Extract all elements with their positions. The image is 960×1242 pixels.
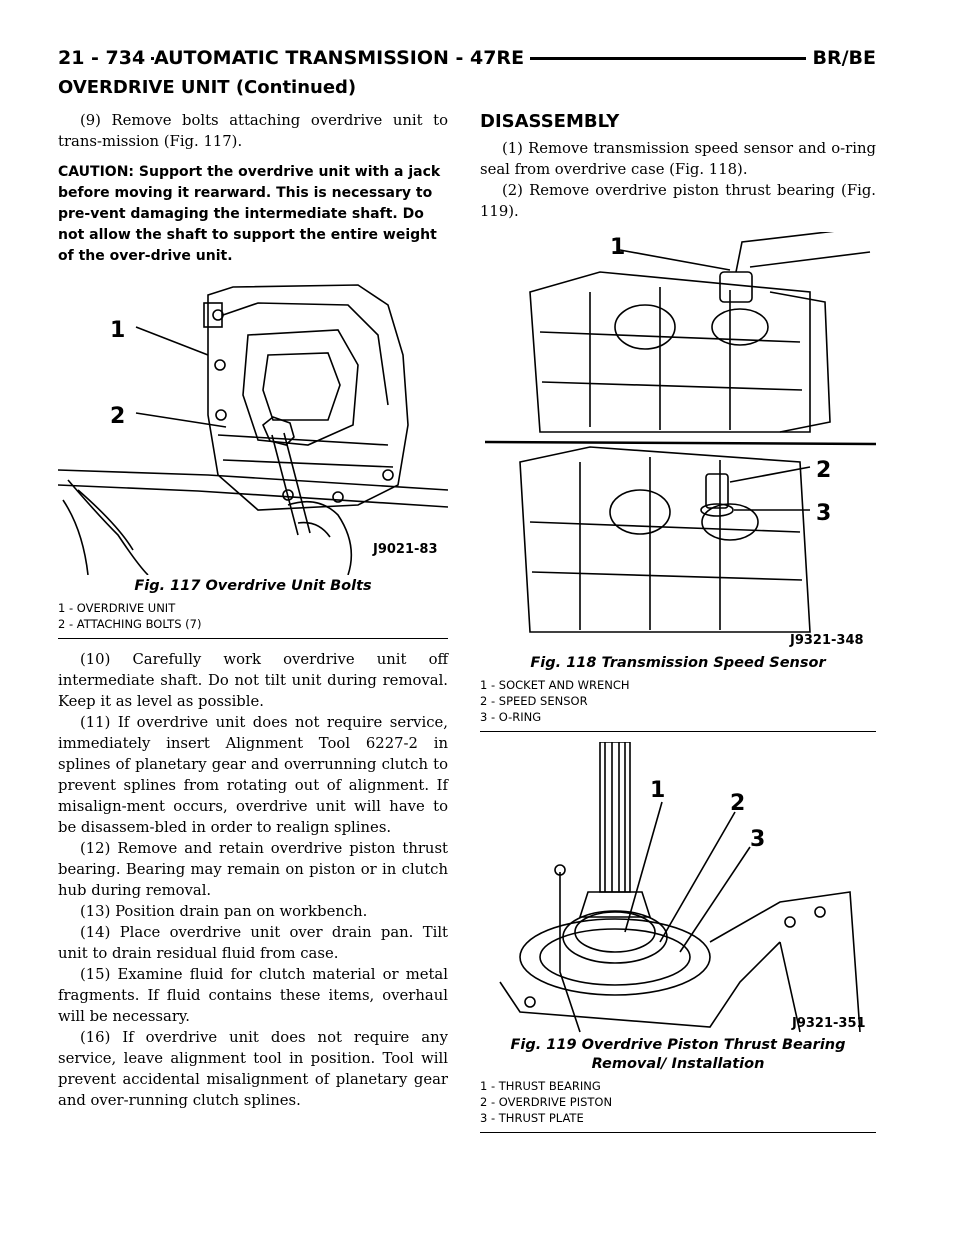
step-11: (11) If overdrive unit does not require service, immediately insert Alignment Tool 6227-2 in splines of planetary gear and overrunning clutch to prevent splines from rotating out of alignment. If misalign-ment occurs, overdrive unit will have to be disassem-bled in order to realign splines. [58,714,448,836]
legend-item: 3 - O-RING [480,710,542,724]
step-10: (10) Carefully work overdrive unit off intermediate shaft. Do not tilt unit during removal. Keep it as level as possible. [58,651,448,710]
figure-118-legend [480,677,876,725]
figure-117-title: Fig. 117 Overdrive Unit Bolts [134,578,372,594]
disassembly-step-1: (1) Remove transmission speed sensor and o-ring seal from overdrive case (Fig. 118). [480,140,876,178]
left-column [58,110,448,1111]
callout-2: 2 [110,404,126,429]
legend-item: 3 - THRUST PLATE [480,1111,584,1125]
callout-1: 1 [650,778,666,803]
legend-item: 2 - ATTACHING BOLTS (7) [58,617,202,631]
callout-3: 3 [816,501,832,526]
disassembly-step-2: (2) Remove overdrive piston thrust bearing (Fig. 119). [480,182,876,220]
figure-117-legend [58,600,448,632]
callout-2: 2 [816,458,832,483]
legend-item: 1 - SOCKET AND WRENCH [480,678,630,692]
figure-118 [480,232,876,732]
callout-1: 1 [110,318,126,343]
continued-heading: OVERDRIVE UNIT (Continued) [58,77,357,98]
figure-119-legend [480,1078,876,1126]
figure-code: J9021-83 [373,542,438,557]
figure-119 [480,742,876,1133]
speed-sensor-illustration [480,232,876,652]
legend-item: 1 - THRUST BEARING [480,1079,601,1093]
figure-118-title: Fig. 118 Transmission Speed Sensor [530,655,826,671]
figure-117 [58,275,448,639]
callout-3: 3 [750,827,766,852]
right-column [480,110,876,1143]
model-code: BR/BE [806,44,876,72]
step-13: (13) Position drain pan on workbench. [80,903,368,920]
step-16: (16) If overdrive unit does not require any service, leave alignment tool in position. Tool will prevent accidental misalignment of planetary gear and over-running clutch splines. [58,1029,448,1109]
figure-code: J9321-351 [792,1016,866,1031]
step-12: (12) Remove and retain overdrive piston thrust bearing. Bearing may remain on piston or in clutch hub during removal. [58,840,448,899]
section-title: AUTOMATIC TRANSMISSION - 47RE [154,44,530,72]
legend-item: 2 - SPEED SENSOR [480,694,588,708]
figure-code: J9321-348 [790,633,864,648]
caution-note: CAUTION: Support the overdrive unit with a jack before moving it rearward. This is necessary to pre-vent damaging the intermediate shaft. Do not allow the shaft to support the entire weight of the over-drive unit. [58,164,441,264]
legend-item: 2 - OVERDRIVE PISTON [480,1095,613,1109]
overdrive-unit-bolts-illustration [58,275,448,575]
disassembly-heading: DISASSEMBLY [480,111,620,132]
step-9: (9) Remove bolts attaching overdrive unit to trans-mission (Fig. 117). [58,112,448,150]
figure-119-title: Fig. 119 Overdrive Piston Thrust Bearing Removal/ Installation [510,1037,846,1072]
callout-1: 1 [610,235,626,260]
legend-item: 1 - OVERDRIVE UNIT [58,601,176,615]
callout-2: 2 [730,791,746,816]
step-15: (15) Examine fluid for clutch material or metal fragments. If fluid contains these items, overhaul will be necessary. [58,966,448,1025]
page-number: 21 - 734 [58,44,151,72]
step-14: (14) Place overdrive unit over drain pan. Tilt unit to drain residual fluid from case. [58,924,448,962]
thrust-bearing-illustration [480,742,876,1034]
page-header [58,44,876,72]
